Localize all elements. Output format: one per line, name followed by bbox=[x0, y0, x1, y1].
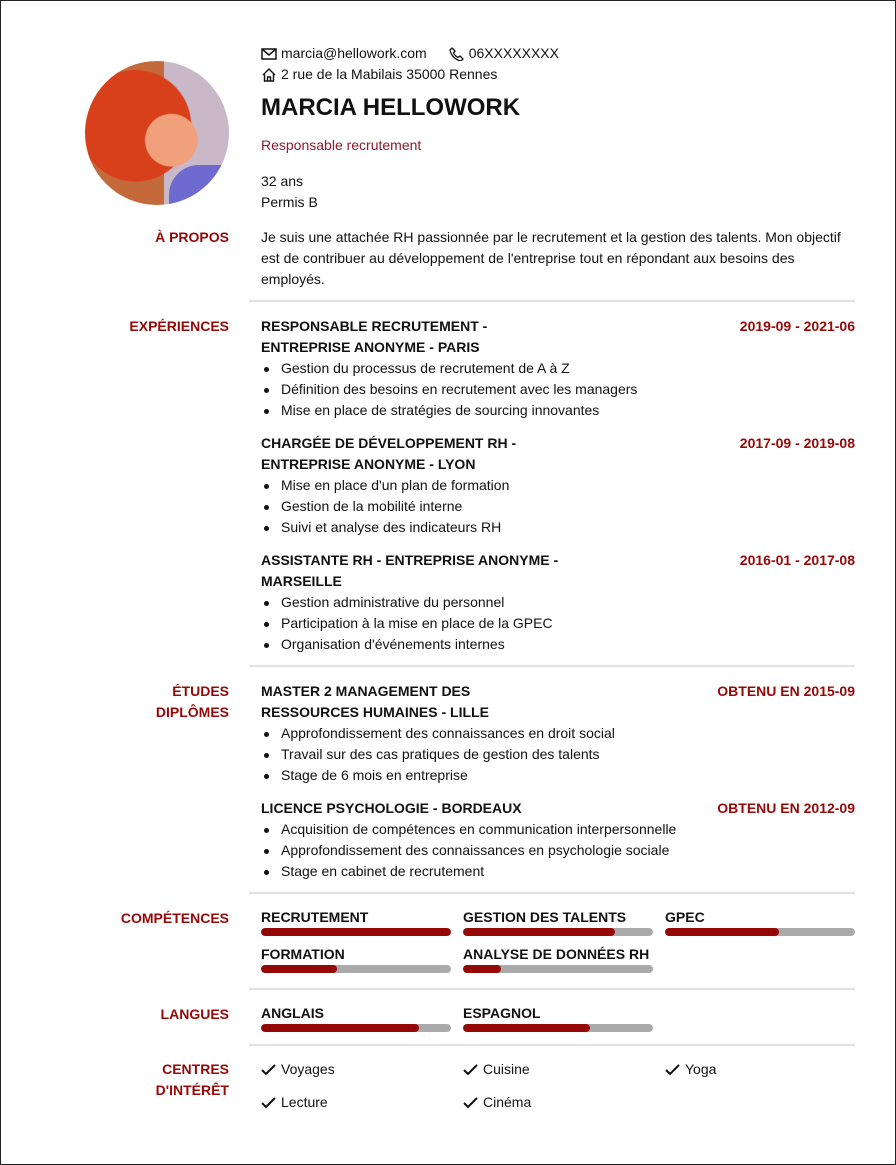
full-name: MARCIA HELLOWORK bbox=[261, 94, 521, 121]
interest-item bbox=[261, 1092, 451, 1113]
skill-item bbox=[463, 945, 653, 973]
divider bbox=[249, 300, 855, 302]
section-label: ÉTUDES DIPLÔMES bbox=[155, 683, 229, 720]
check-icon bbox=[261, 1063, 277, 1077]
entry bbox=[261, 550, 855, 655]
entry-bullets bbox=[261, 819, 855, 882]
level-fill bbox=[261, 928, 451, 936]
level-fill bbox=[463, 928, 615, 936]
check-icon bbox=[261, 1096, 277, 1110]
bullet-item: Participation à la mise en place de la GPEC bbox=[261, 613, 855, 634]
entry bbox=[261, 316, 855, 421]
check-icon bbox=[463, 1096, 479, 1110]
entry-bullets bbox=[261, 592, 855, 655]
entry-date: 2017-09 - 2019-08 bbox=[739, 435, 855, 451]
entry-title: RESPONSABLE RECRUTEMENT - ENTREPRISE ANONYME - PARIS bbox=[261, 318, 488, 355]
level-bar bbox=[261, 1024, 451, 1032]
divider bbox=[249, 1044, 855, 1046]
entry-date: OBTENU EN 2012-09 bbox=[717, 800, 855, 816]
entry-title: CHARGÉE DE DÉVELOPPEMENT RH - ENTREPRISE ANONYME - LYON bbox=[261, 435, 517, 472]
bullet-item: Organisation d'événements internes bbox=[261, 634, 855, 655]
interest-label: Lecture bbox=[281, 1094, 328, 1110]
skill-item bbox=[261, 908, 451, 936]
bullet-item: Mise en place de stratégies de sourcing innovantes bbox=[261, 400, 855, 421]
entry bbox=[261, 798, 855, 882]
skill-name: GPEC bbox=[665, 909, 705, 925]
entry-date: OBTENU EN 2015-09 bbox=[717, 683, 855, 699]
bullet-item: Approfondissement des connaissances en droit social bbox=[261, 723, 855, 744]
level-fill bbox=[463, 1024, 590, 1032]
level-bar bbox=[463, 965, 653, 973]
section-label: EXPÉRIENCES bbox=[129, 318, 229, 334]
entry-date: 2016-01 - 2017-08 bbox=[739, 552, 855, 568]
level-bar bbox=[261, 965, 451, 973]
about-text: Je suis une attachée RH passionnée par le recrutement et la gestion des talents. Mon objectif est de contribuer au développement de l'entreprise tout en répondant aux besoins des employés. bbox=[261, 229, 841, 287]
level-fill bbox=[261, 965, 337, 973]
interest-item bbox=[463, 1092, 653, 1113]
skill-item bbox=[463, 908, 653, 936]
interest-item bbox=[463, 1059, 653, 1080]
skill-item bbox=[665, 908, 855, 936]
level-bar bbox=[261, 928, 451, 936]
address: 2 rue de la Mabilais 35000 Rennes bbox=[281, 66, 498, 82]
email[interactable]: marcia@hellowork.com bbox=[281, 45, 427, 61]
level-fill bbox=[665, 928, 779, 936]
entry-bullets bbox=[261, 475, 855, 538]
skill-name: RECRUTEMENT bbox=[261, 909, 369, 925]
bullet-item: Gestion de la mobilité interne bbox=[261, 496, 855, 517]
section-label: CENTRES D'INTÉRÊT bbox=[155, 1061, 229, 1098]
level-bar bbox=[463, 1024, 653, 1032]
address-line bbox=[261, 64, 861, 85]
bullet-item: Stage en cabinet de recrutement bbox=[261, 861, 855, 882]
interest-label: Yoga bbox=[685, 1061, 717, 1077]
interest-item bbox=[261, 1059, 451, 1080]
phone-icon bbox=[449, 47, 465, 61]
interest-label: Voyages bbox=[281, 1061, 335, 1077]
section-label: LANGUES bbox=[160, 1006, 229, 1022]
entry-date: 2019-09 - 2021-06 bbox=[739, 318, 855, 334]
phone[interactable]: 06XXXXXXXX bbox=[468, 45, 559, 61]
entry-title: MASTER 2 MANAGEMENT DES RESSOURCES HUMAINES - LILLE bbox=[261, 683, 489, 720]
bullet-item: Acquisition de compétences en communication interpersonnelle bbox=[261, 819, 855, 840]
interest-label: Cinéma bbox=[483, 1094, 532, 1110]
skill-name: ANGLAIS bbox=[261, 1005, 324, 1021]
home-icon bbox=[261, 68, 277, 82]
level-bar bbox=[665, 928, 855, 936]
section-label: COMPÉTENCES bbox=[120, 910, 229, 926]
section-label: À PROPOS bbox=[155, 229, 229, 245]
skill-name: ESPAGNOL bbox=[463, 1005, 541, 1021]
level-fill bbox=[261, 1024, 419, 1032]
bullet-item: Travail sur des cas pratiques de gestion des talents bbox=[261, 744, 855, 765]
skill-item bbox=[463, 1004, 653, 1032]
driving-license: Permis B bbox=[261, 194, 318, 210]
bullet-item: Gestion administrative du personnel bbox=[261, 592, 855, 613]
profile-photo bbox=[85, 61, 229, 205]
skill-name: GESTION DES TALENTS bbox=[463, 909, 627, 925]
check-icon bbox=[463, 1063, 479, 1077]
entry-bullets bbox=[261, 723, 855, 786]
entry-title: ASSISTANTE RH - ENTREPRISE ANONYME - MARSEILLE bbox=[261, 552, 559, 589]
check-icon bbox=[665, 1063, 681, 1077]
bullet-item: Mise en place d'un plan de formation bbox=[261, 475, 855, 496]
level-fill bbox=[463, 965, 501, 973]
entry-title: LICENCE PSYCHOLOGIE - BORDEAUX bbox=[261, 800, 522, 816]
entry bbox=[261, 681, 855, 786]
bullet-item: Suivi et analyse des indicateurs RH bbox=[261, 517, 855, 538]
entry-bullets bbox=[261, 358, 855, 421]
divider bbox=[249, 988, 855, 990]
job-title: Responsable recrutement bbox=[261, 137, 422, 153]
skill-name: FORMATION bbox=[261, 946, 345, 962]
skill-name: ANALYSE DE DONNÉES RH bbox=[463, 946, 650, 962]
bullet-item: Gestion du processus de recrutement de A à Z bbox=[261, 358, 855, 379]
interest-label: Cuisine bbox=[483, 1061, 530, 1077]
bullet-item: Approfondissement des connaissances en psychologie sociale bbox=[261, 840, 855, 861]
divider bbox=[249, 665, 855, 667]
mail-icon bbox=[261, 47, 277, 61]
interest-item bbox=[665, 1059, 855, 1080]
bullet-item: Définition des besoins en recrutement avec les managers bbox=[261, 379, 855, 400]
skill-item bbox=[261, 945, 451, 973]
skill-item bbox=[261, 1004, 451, 1032]
header bbox=[261, 43, 861, 213]
contact-line bbox=[261, 43, 861, 64]
entry bbox=[261, 433, 855, 538]
bullet-item: Stage de 6 mois en entreprise bbox=[261, 765, 855, 786]
age: 32 ans bbox=[261, 173, 304, 189]
divider bbox=[249, 892, 855, 894]
level-bar bbox=[463, 928, 653, 936]
